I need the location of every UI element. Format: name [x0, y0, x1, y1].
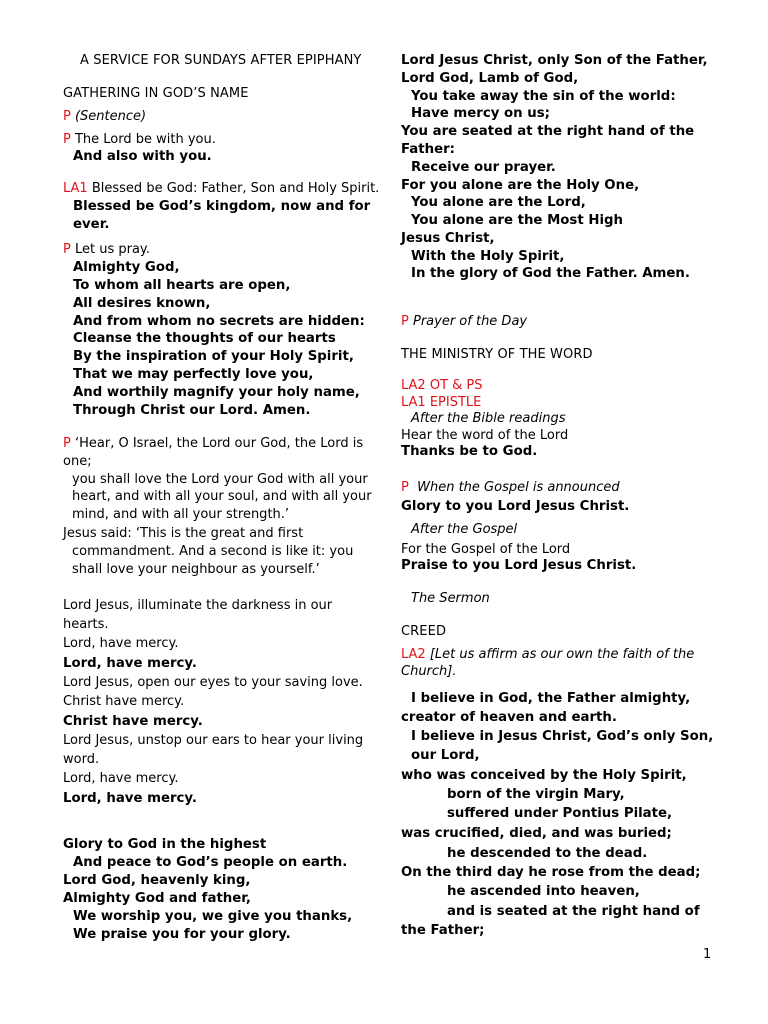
greeting-text: The Lord be with you. [74, 132, 216, 147]
gloria-line: You take away the sin of the world: [411, 89, 676, 104]
summary-line: Jesus said: ‘This is the great and first [63, 526, 304, 541]
kyrie-line: Lord, have mercy. [63, 636, 179, 651]
collect-line: And from whom no secrets are hidden: [73, 314, 365, 329]
gospel-response: Praise to you Lord Jesus Christ. [401, 558, 637, 573]
service-title: A SERVICE FOR SUNDAYS AFTER EPIPHANY [80, 53, 362, 68]
section-heading-creed: CREED [401, 624, 447, 639]
summary-line: mind, and with all your strength.’ [72, 507, 290, 522]
gloria-line: Jesus Christ, [401, 231, 495, 246]
gloria-line: Lord God, Lamb of God, [401, 71, 579, 86]
collect-line: And worthily magnify your holy name, [73, 385, 360, 400]
collect-line: Through Christ our Lord. Amen. [73, 403, 311, 418]
summary-line: commandment. And a second is like it: you [72, 544, 354, 559]
rubric-marker: P [63, 436, 71, 451]
creed-line: suffered under Pontius Pilate, [447, 806, 673, 821]
rubric-marker: P [63, 242, 71, 257]
let-us-pray-text: Let us pray. [74, 242, 150, 257]
gloria-line: Father: [401, 142, 455, 157]
kyrie-response: Lord, have mercy. [63, 791, 197, 806]
reader-marker: LA1 EPISTLE [401, 395, 482, 410]
kyrie-line: Christ have mercy. [63, 694, 185, 709]
kyrie-line: Lord Jesus, unstop our ears to hear your living [63, 733, 364, 748]
collect-line: Almighty God, [73, 260, 180, 275]
rubric-instruction: After the Gospel [411, 522, 518, 537]
kyrie-line: word. [63, 752, 100, 767]
collect-line: That we may perfectly love you, [73, 367, 314, 382]
kyrie-line: hearts. [63, 617, 109, 632]
rubric-marker: P [401, 314, 409, 329]
section-heading-ministry: THE MINISTRY OF THE WORD [401, 347, 593, 362]
rubric-marker: P [401, 480, 409, 495]
gloria-line: Receive our prayer. [411, 160, 556, 175]
collect-line: All desires known, [73, 296, 211, 311]
creed-line: On the third day he rose from the dead; [401, 865, 701, 880]
collect-line: Cleanse the thoughts of our hearts [73, 331, 336, 346]
summary-line: shall love your neighbour as yourself.’ [72, 562, 320, 577]
let-us-pray-line [63, 241, 150, 258]
gloria-line: With the Holy Spirit, [411, 249, 565, 264]
creed-line: who was conceived by the Holy Spirit, [401, 768, 687, 783]
gloria-line: Lord Jesus Christ, only Son of the Father, [401, 53, 708, 68]
gloria-line: We praise you for your glory. [73, 927, 291, 942]
blessing-text: Blessed be God: Father, Son and Holy Spirit. [91, 181, 380, 196]
gloria-line: You are seated at the right hand of the [401, 124, 695, 139]
creed-line: was crucified, died, and was buried; [401, 826, 672, 841]
prayer-of-day-line [401, 313, 527, 330]
rubric-marker: LA2 [401, 647, 426, 662]
rubric-marker: LA1 [63, 181, 88, 196]
summary-line [63, 435, 363, 452]
creed-invitation: [Let us affirm as our own the faith of the [429, 647, 695, 662]
page-number: 1 [703, 947, 712, 962]
gloria-line: In the glory of God the Father. Amen. [411, 266, 690, 281]
creed-line: creator of heaven and earth. [401, 710, 617, 725]
blessing-response: Blessed be God’s kingdom, now and for [73, 199, 371, 214]
section-heading-gathering: GATHERING IN GOD’S NAME [63, 86, 249, 101]
creed-line: he descended to the dead. [447, 846, 648, 861]
blessing-line [63, 180, 379, 197]
gloria-line: You alone are the Most High [411, 213, 624, 228]
creed-line: born of the virgin Mary, [447, 787, 625, 802]
creed-line: I believe in Jesus Christ, God’s only Son, [411, 729, 714, 744]
kyrie-line: Lord, have mercy. [63, 771, 179, 786]
kyrie-line: Lord Jesus, open our eyes to your saving love. [63, 675, 363, 690]
rubric-marker: P [63, 132, 71, 147]
collect-line: To whom all hearts are open, [73, 278, 291, 293]
greeting-response: And also with you. [73, 149, 212, 164]
kyrie-response: Christ have mercy. [63, 714, 203, 729]
reading-response: Thanks be to God. [401, 444, 538, 459]
rubric-marker: P [63, 109, 71, 124]
summary-text: ‘Hear, O Israel, the Lord our God, the Lord is [74, 436, 364, 451]
gloria-line: We worship you, we give you thanks, [73, 909, 353, 924]
gospel-response: Glory to you Lord Jesus Christ. [401, 499, 630, 514]
summary-line: heart, and with all your soul, and with all your [72, 489, 372, 504]
summary-line: one; [63, 454, 92, 469]
gloria-line: Glory to God in the highest [63, 837, 267, 852]
sentence-line [63, 108, 146, 125]
reading-versicle: Hear the word of the Lord [401, 428, 569, 443]
rubric-instruction: Prayer of the Day [412, 314, 528, 329]
gospel-announce-line [401, 479, 620, 496]
creed-line: the Father; [401, 923, 485, 938]
gospel-versicle: For the Gospel of the Lord [401, 542, 571, 557]
gloria-line: You alone are the Lord, [411, 195, 586, 210]
gloria-line: For you alone are the Holy One, [401, 178, 640, 193]
gloria-line: Almighty God and father, [63, 891, 251, 906]
creed-line: I believe in God, the Father almighty, [411, 691, 691, 706]
creed-line: our Lord, [411, 748, 480, 763]
kyrie-line: Lord Jesus, illuminate the darkness in our [63, 598, 333, 613]
summary-line: you shall love the Lord your God with all your [72, 472, 368, 487]
rubric-instruction: The Sermon [411, 591, 490, 606]
reader-marker: LA2 OT & PS [401, 378, 483, 393]
gloria-line: Lord God, heavenly king, [63, 873, 251, 888]
creed-invitation-line [401, 646, 694, 663]
collect-line: By the inspiration of your Holy Spirit, [73, 349, 354, 364]
rubric-instruction: (Sentence) [74, 109, 147, 124]
greeting-line [63, 131, 216, 148]
blessing-response: ever. [73, 217, 110, 232]
rubric-instruction: After the Bible readings [411, 411, 566, 426]
rubric-instruction: When the Gospel is announced [417, 480, 620, 495]
creed-line: and is seated at the right hand of [447, 904, 700, 919]
gloria-line: Have mercy on us; [411, 106, 550, 121]
creed-invitation: Church]. [401, 664, 457, 679]
kyrie-response: Lord, have mercy. [63, 656, 197, 671]
creed-line: he ascended into heaven, [447, 884, 640, 899]
gloria-line: And peace to God’s people on earth. [73, 855, 348, 870]
